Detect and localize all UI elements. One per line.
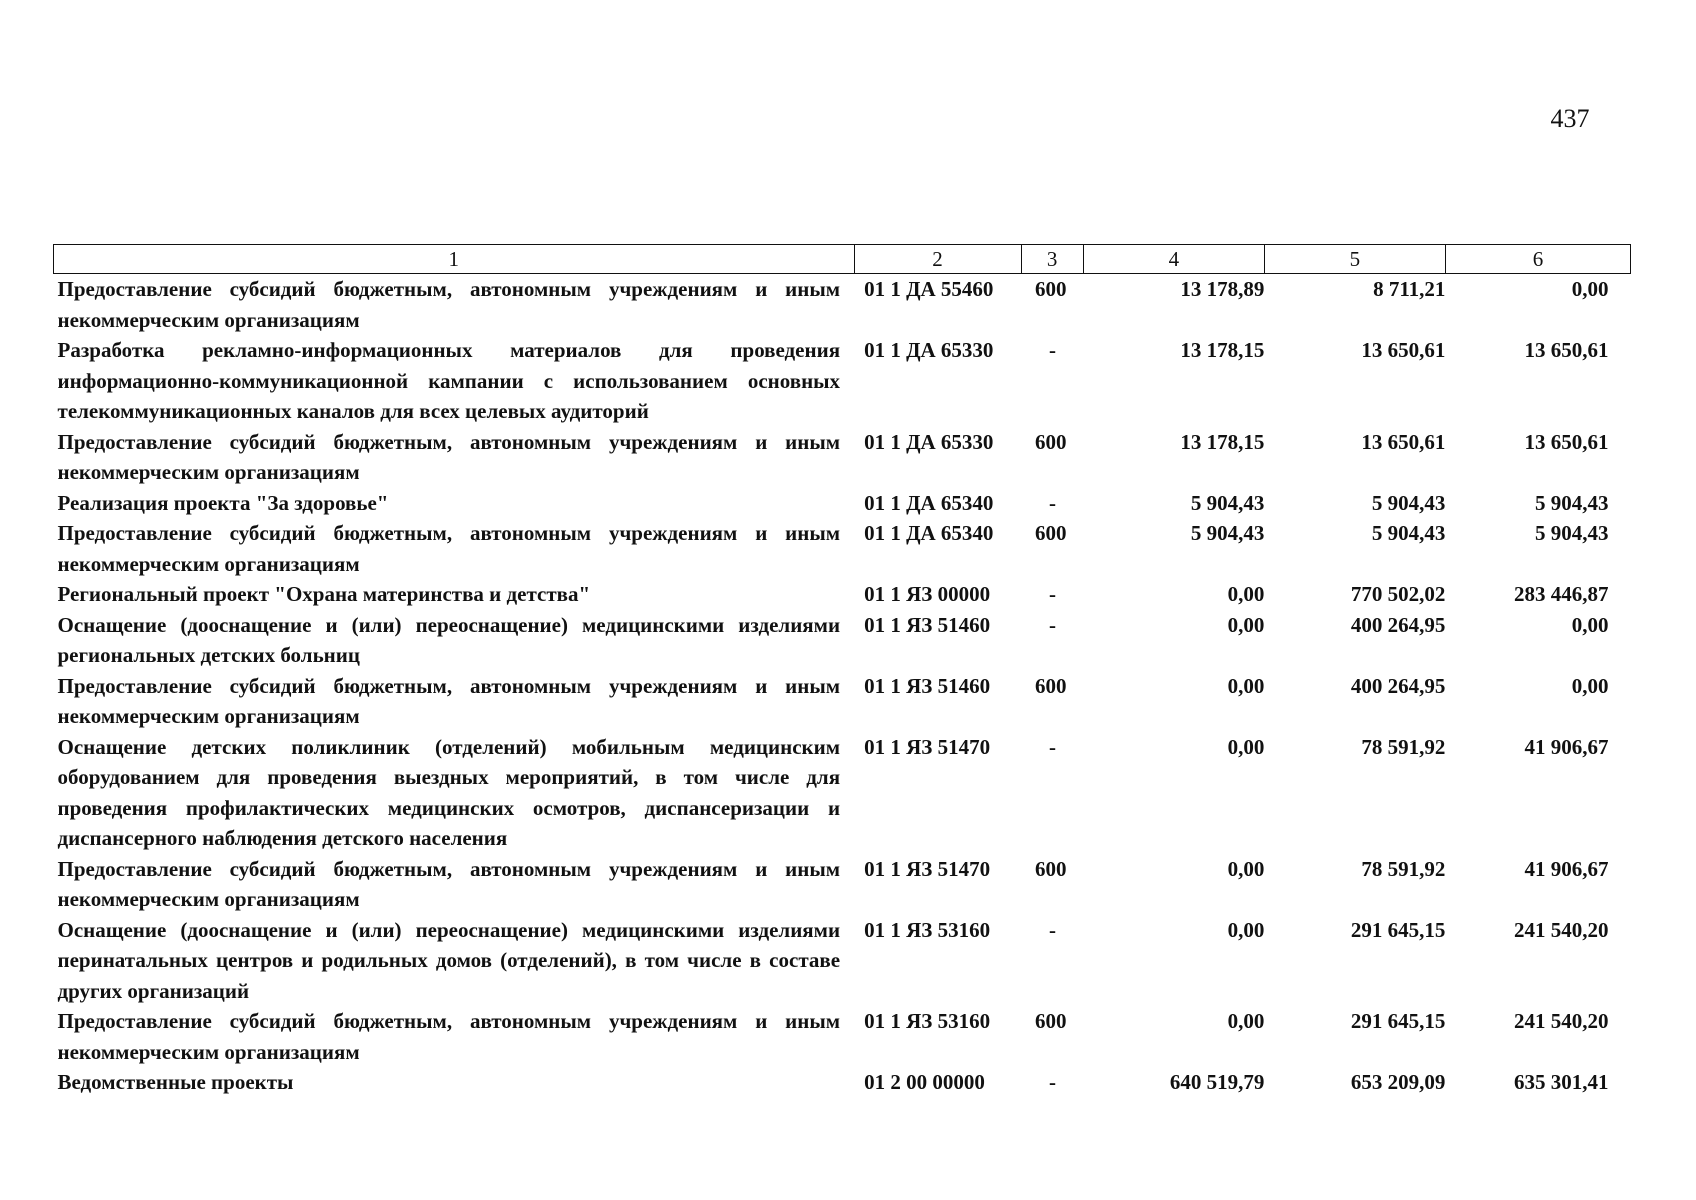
row-value-col-6: 283 446,87 [1514, 582, 1609, 606]
row-expense-type: 600 [1035, 429, 1067, 454]
header-col-4: 4 [1083, 245, 1264, 274]
row-code: 01 1 ЯЗ 00000 [864, 582, 991, 606]
header-col-5: 5 [1264, 245, 1445, 274]
row-name: Разработка рекламно-информационных материалов для проведения информационно-коммуникационной кампании с использованием основных телекоммуникационных каналов для всех целевых аудиторий [57, 338, 841, 423]
row-value-col-4: 0,00 [1227, 1009, 1265, 1033]
row-name: Региональный проект "Охрана материнства и детства" [57, 582, 591, 606]
row-value-col-4: 640 519,79 [1169, 1070, 1265, 1094]
row-value-col-6: 13 650,61 [1524, 429, 1609, 454]
row-name: Предоставление субсидий бюджетным, автономным учреждениям и иным некоммерческим организациям [57, 429, 841, 484]
row-value-col-4: 13 178,15 [1180, 429, 1265, 454]
row-value-col-6: 13 650,61 [1524, 338, 1609, 362]
table-row [54, 518, 1631, 579]
row-code: 01 1 ДА 65340 [864, 490, 994, 515]
table-row [54, 335, 1631, 427]
row-code: 01 1 ЯЗ 51460 [864, 612, 991, 637]
row-value-col-5: 13 650,61 [1361, 338, 1446, 362]
row-value-col-5: 13 650,61 [1361, 429, 1446, 454]
row-code: 01 1 ЯЗ 53160 [864, 917, 991, 942]
row-code: 01 1 ДА 65330 [864, 429, 994, 454]
row-value-col-6: 0,00 [1571, 612, 1609, 637]
row-value-col-6: 241 540,20 [1514, 917, 1609, 942]
row-name: Реализация проекта "За здоровье" [57, 490, 389, 515]
table-row [54, 732, 1631, 854]
row-code: 01 1 ЯЗ 51470 [864, 734, 991, 759]
row-value-col-5: 770 502,02 [1350, 582, 1446, 606]
row-code: 01 1 ЯЗ 51460 [864, 673, 991, 698]
row-expense-type: - [1049, 917, 1056, 942]
table-header [54, 245, 1631, 274]
row-code: 01 1 ДА 65340 [864, 521, 994, 545]
page-number: 437 [1550, 104, 1590, 133]
row-value-col-4: 0,00 [1227, 673, 1265, 698]
row-expense-type: - [1049, 582, 1056, 606]
row-value-col-4: 0,00 [1227, 582, 1265, 606]
row-value-col-6: 5 904,43 [1535, 490, 1609, 515]
row-expense-type: - [1049, 338, 1056, 362]
table-row [54, 610, 1631, 671]
table-row [54, 1067, 1631, 1098]
row-value-col-5: 8 711,21 [1373, 277, 1446, 301]
row-name: Предоставление субсидий бюджетным, автономным учреждениям и иным некоммерческим организациям [57, 673, 841, 728]
row-name: Предоставление субсидий бюджетным, автономным учреждениям и иным некоммерческим организациям [57, 1009, 841, 1064]
row-value-col-6: 5 904,43 [1535, 521, 1609, 545]
row-code: 01 1 ДА 65330 [864, 338, 994, 362]
row-value-col-4: 5 904,43 [1190, 521, 1265, 545]
row-value-col-5: 78 591,92 [1361, 856, 1446, 881]
row-name: Оснащение (дооснащение и (или) переоснащение) медицинскими изделиями перинатальных центров и родильных домов (отделений), в том числе в составе других организаций [57, 917, 841, 1003]
row-value-col-5: 653 209,09 [1350, 1070, 1446, 1094]
row-expense-type: - [1049, 490, 1056, 515]
table-row [54, 915, 1631, 1007]
row-value-col-4: 0,00 [1227, 612, 1265, 637]
row-value-col-6: 41 906,67 [1524, 734, 1609, 759]
row-code: 01 1 ЯЗ 53160 [864, 1009, 991, 1033]
row-name: Ведомственные проекты [57, 1070, 294, 1094]
row-expense-type: 600 [1035, 521, 1067, 545]
header-row [54, 245, 1631, 274]
row-name: Предоставление субсидий бюджетным, автономным учреждениям и иным некоммерческим организациям [57, 856, 841, 911]
row-value-col-6: 0,00 [1571, 673, 1609, 698]
row-value-col-6: 41 906,67 [1524, 856, 1609, 881]
row-expense-type: - [1049, 612, 1056, 637]
table-row [54, 579, 1631, 610]
row-expense-type: 600 [1035, 856, 1067, 881]
row-value-col-4: 13 178,15 [1180, 338, 1265, 362]
row-value-col-5: 78 591,92 [1361, 734, 1446, 759]
row-value-col-6: 241 540,20 [1514, 1009, 1609, 1033]
row-value-col-6: 635 301,41 [1514, 1070, 1609, 1094]
row-expense-type: - [1049, 734, 1056, 759]
row-code: 01 1 ЯЗ 51470 [864, 856, 991, 881]
header-col-1: 1 [54, 245, 855, 274]
row-value-col-4: 13 178,89 [1180, 277, 1265, 301]
table-row [54, 427, 1631, 488]
row-value-col-4: 0,00 [1227, 734, 1265, 759]
row-expense-type: 600 [1035, 277, 1067, 301]
row-value-col-6: 0,00 [1571, 277, 1609, 301]
row-value-col-4: 0,00 [1227, 856, 1265, 881]
row-value-col-5: 400 264,95 [1350, 673, 1446, 698]
row-name: Оснащение детских поликлиник (отделений) мобильным медицинским оборудованием для проведения выездных мероприятий, в том числе для проведения профилактических медицинских осмотров, диспансеризации и диспансерного наблюдения детского населения [57, 734, 841, 850]
table-row [54, 488, 1631, 519]
row-value-col-4: 0,00 [1227, 917, 1265, 942]
table-row [54, 274, 1631, 336]
header-col-2: 2 [854, 245, 1021, 274]
row-value-col-5: 5 904,43 [1371, 490, 1446, 515]
row-value-col-5: 5 904,43 [1371, 521, 1446, 545]
row-expense-type: 600 [1035, 673, 1067, 698]
row-code: 01 2 00 00000 [864, 1070, 985, 1094]
row-expense-type: 600 [1035, 1009, 1067, 1033]
header-col-6: 6 [1445, 245, 1630, 274]
row-value-col-5: 291 645,15 [1350, 917, 1446, 942]
row-name: Предоставление субсидий бюджетным, автономным учреждениям и иным некоммерческим организациям [57, 521, 841, 576]
row-value-col-5: 400 264,95 [1350, 612, 1446, 637]
table-row [54, 854, 1631, 915]
budget-table [53, 244, 1631, 1098]
table-body [54, 274, 1631, 1098]
header-col-3: 3 [1021, 245, 1083, 274]
row-name: Оснащение (дооснащение и (или) переоснащение) медицинскими изделиями региональных детских больниц [57, 612, 841, 667]
row-value-col-5: 291 645,15 [1350, 1009, 1446, 1033]
row-expense-type: - [1049, 1070, 1056, 1094]
row-name: Предоставление субсидий бюджетным, автономным учреждениям и иным некоммерческим организациям [57, 277, 841, 332]
row-value-col-4: 5 904,43 [1190, 490, 1265, 515]
table-row [54, 671, 1631, 732]
row-code: 01 1 ДА 55460 [864, 277, 994, 301]
table-row [54, 1006, 1631, 1067]
